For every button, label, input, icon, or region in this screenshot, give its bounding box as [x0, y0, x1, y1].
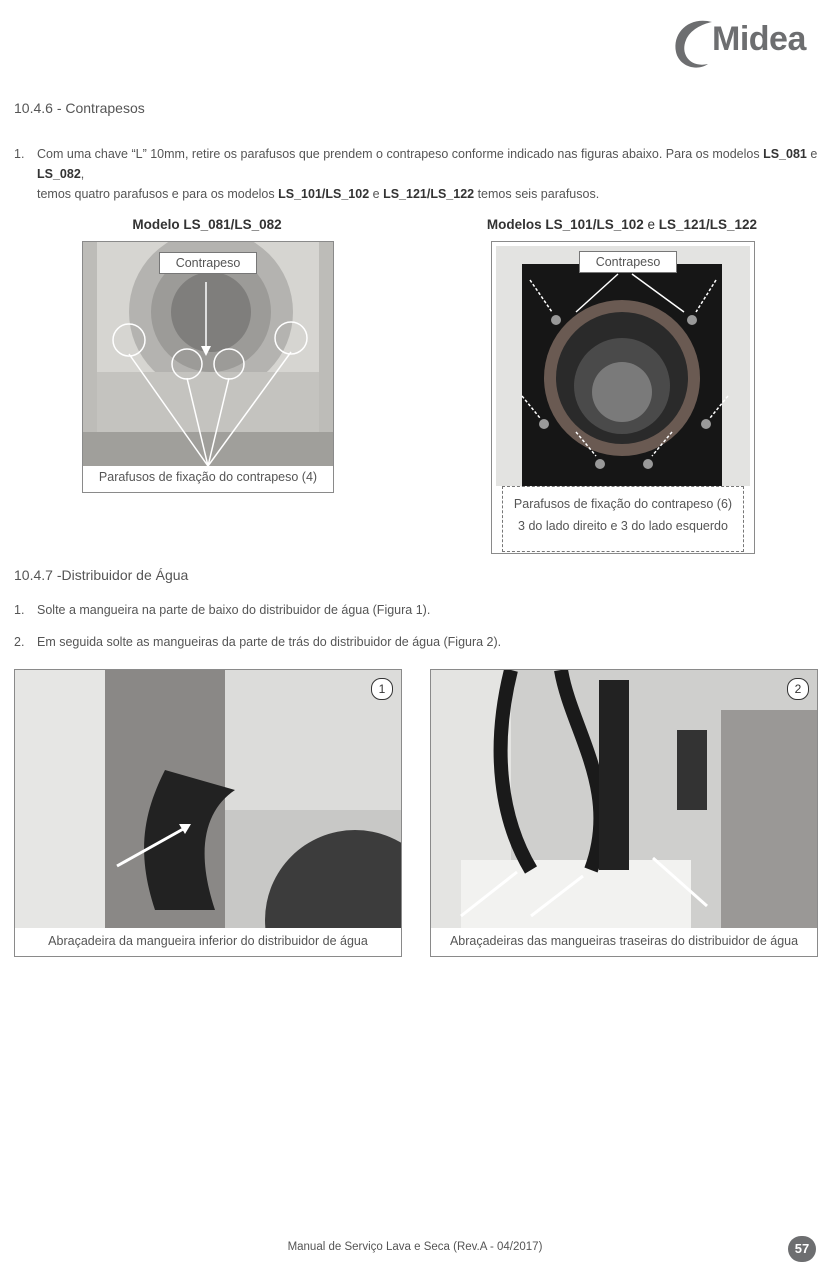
- figure-right-frame: [491, 241, 755, 554]
- footer-text: Manual de Serviço Lava e Seca (Rev.A - 04/2017): [287, 1241, 543, 1253]
- photo-2-image: [431, 670, 817, 928]
- figure-left-caption: Parafusos de fixação do contrapeso (4): [98, 470, 318, 484]
- brand-name: Midea: [712, 20, 806, 58]
- figure-right-caption-line1: Parafusos de fixação do contrapeso (6): [513, 497, 733, 511]
- photo-1-frame: [14, 669, 402, 957]
- photo-2-frame: [430, 669, 818, 957]
- figure-right-title: Modelos LS_101/LS_102 e LS_121/LS_122: [486, 217, 758, 232]
- figure-left-photo: [83, 242, 333, 466]
- figure-right-caption-line2: 3 do lado direito e 3 do lado esquerdo: [518, 519, 728, 533]
- photo-1-image: [15, 670, 401, 928]
- instruction-item-2-1: 1. Solte a mangueira na parte de baixo do distribuidor de água (Figura 1).: [14, 603, 431, 617]
- figure-left-callout: Contrapeso: [159, 252, 257, 274]
- instruction-item-1: 1. Com uma chave “L” 10mm, retire os parafusos que prendem o contrapeso conforme indicado nas figuras abaixo. Para os modelos LS_081 e LS_082, temos quatro parafusos e para os modelos LS_101/LS_102 e LS_121/LS_122 temos seis parafusos.: [14, 147, 818, 201]
- figure-right-callout: Contrapeso: [579, 251, 677, 273]
- figure-right-photo: [496, 246, 750, 486]
- brand-logo: [668, 14, 818, 74]
- section-heading-contrapesos: 10.4.6 - Contrapesos: [14, 100, 145, 116]
- instruction-item-2-2: 2. Em seguida solte as mangueiras da parte de trás do distribuidor de água (Figura 2).: [14, 635, 502, 649]
- photo-1-caption: Abraçadeira da mangueira inferior do distribuidor de água: [48, 934, 368, 948]
- photo-1-number-badge: 1: [371, 678, 393, 700]
- photo-2-caption: Abraçadeiras das mangueiras traseiras do distribuidor de água: [449, 934, 799, 948]
- figure-left-title: Modelo LS_081/LS_082: [132, 217, 282, 232]
- page-number: 57: [788, 1236, 816, 1262]
- figure-left-frame: [82, 241, 334, 493]
- photo-2-number-badge: 2: [787, 678, 809, 700]
- figure-right-caption-box: [502, 486, 744, 552]
- section-heading-distribuidor: 10.4.7 -Distribuidor de Água: [14, 567, 189, 583]
